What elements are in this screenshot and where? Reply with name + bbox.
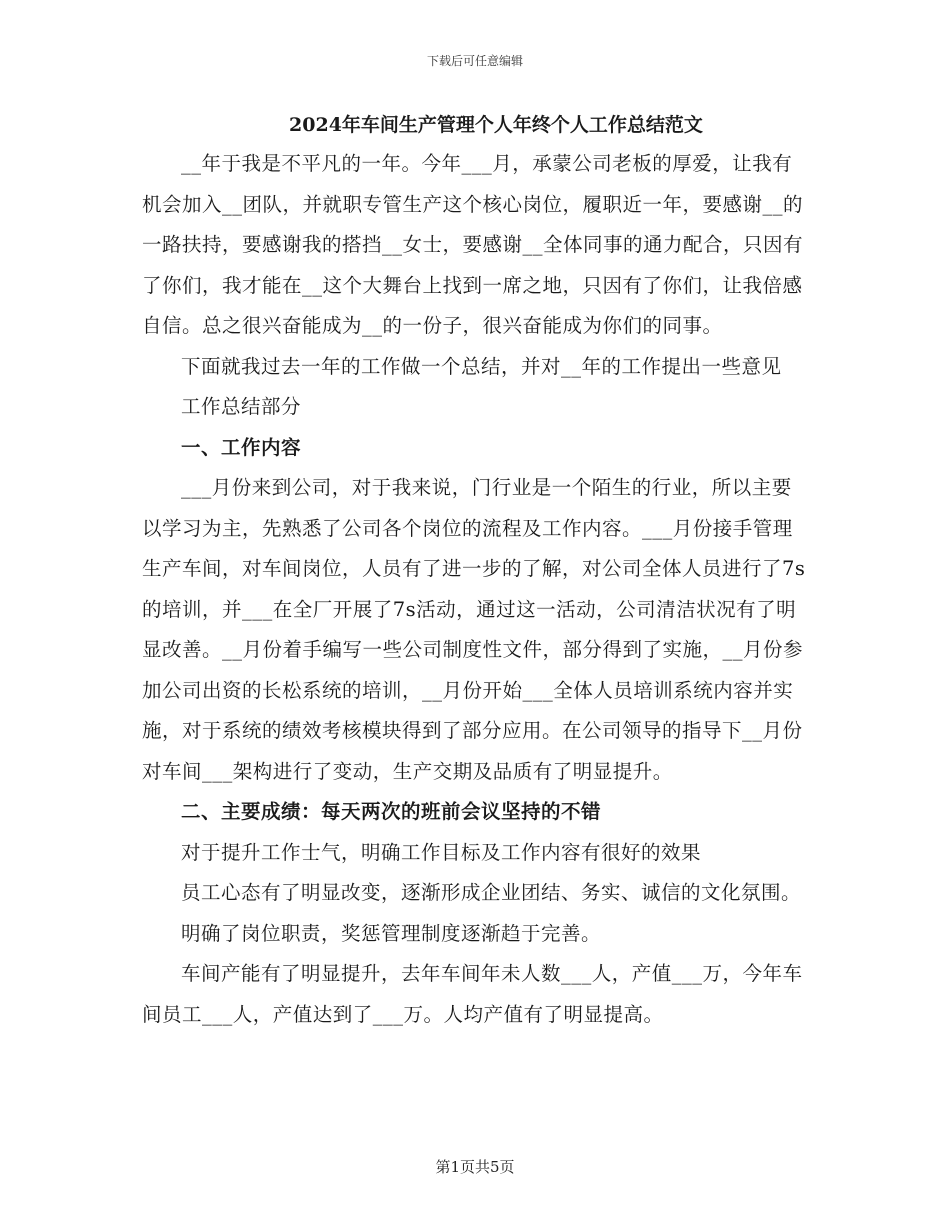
document-title: 2024年车间生产管理个人年终个人工作总结范文 [289, 114, 703, 136]
page-number: 第1页共5页 [435, 1158, 515, 1176]
section1-heading: 一、工作内容 [181, 435, 302, 459]
section2-paragraph-2: 员工心态有了明显改变，逐渐形成企业团结、务实、诚信的文化氛围。 [181, 881, 802, 904]
section2-paragraph-1: 对于提升工作士气，明确工作目标及工作内容有很好的效果 [181, 840, 702, 864]
summary-intro-paragraph: 下面就我过去一年的工作做一个总结，并对__年的工作提出一些意见 [181, 354, 782, 378]
section2-paragraph-3: 明确了岗位职责，奖惩管理制度逐渐趋于完善。 [181, 921, 602, 945]
section2-heading: 二、主要成绩：每天两次的班前会议坚持的不错 [181, 800, 602, 823]
page-header-note: 下载后可任意编辑 [426, 54, 523, 68]
intro-paragraph: __年于我是不平凡的一年。今年___月，承蒙公司老板的厚爱，让我有机会加入__团队，并就职专管生产这个核心岗位，履职近一年，要感谢__的一路扶持，要感谢我的搭挡__女士，要感谢__全体同事的通力配合，只因有了你们，我才能在__这个大舞台上找到一席之地，只因有了你们，让我倍感自信。总之很兴奋能成为__的一份子，很兴奋能成为你们的同事。 [142, 152, 804, 337]
section1-paragraph: ___月份来到公司，对于我来说，门行业是一个陌生的行业，所以主要以学习为主，先熟悉了公司各个岗位的流程及工作内容。___月份接手管理生产车间，对车间岗位，人员有了进一步的了解，对公司全体人员进行了7s的培训，并___在全厂开展了7s活动，通过这一活动，公司清洁状况有了明显改善。__月份着手编写一些公司制度性文件，部分得到了实施，__月份参加公司出资的长松系统的培训，__月份开始___全体人员培训系统内容并实施，对于系统的绩效考核模块得到了部分应用。在公司领导的指导下__月份对车间___架构进行了变动，生产交期及品质有了明显提升。 [142, 476, 806, 783]
section2-paragraph-4: 车间产能有了明显提升，去年车间年未人数___人，产值___万，今年车间员工___人，产值达到了___万。人均产值有了明显提高。 [142, 962, 803, 1026]
document-body [142, 110, 810, 1035]
section-label: 工作总结部分 [181, 395, 302, 418]
